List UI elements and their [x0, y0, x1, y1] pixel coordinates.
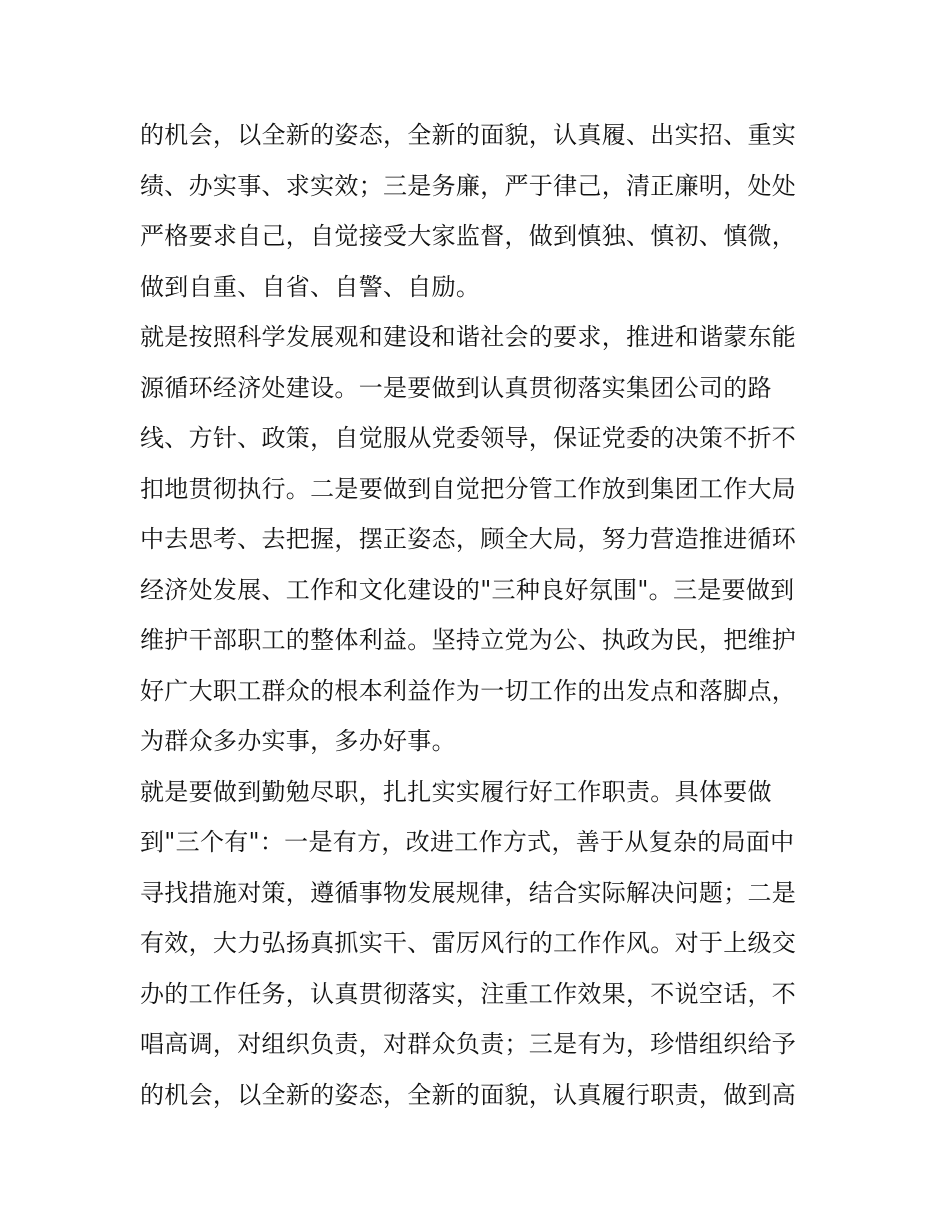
text-line-1: 的机会，以全新的姿态，全新的面貌，认真履、出实招、重实	[140, 121, 797, 149]
text-line-9: 中去思考、去把握，摆正姿态，顾全大局，努力营造推进循环	[140, 525, 797, 553]
text-line-13: 为群众多办实事，多办好事。	[140, 727, 456, 755]
text-line-17: 有效，大力弘扬真抓实干、雷厉风行的工作作风。对于上级交	[140, 929, 797, 957]
text-line-10: 经济处发展、工作和文化建设的"三种良好氛围"。三是要做到	[140, 575, 795, 604]
text-line-14: 就是要做到勤勉尽职，扎扎实实履行好工作职责。具体要做	[140, 777, 772, 806]
text-line-2: 绩、办实事、求实效；三是务廉，严于律己，清正廉明，处处	[140, 171, 797, 200]
text-line-20: 的机会，以全新的姿态，全新的面貌，认真履行职责，做到高	[140, 1080, 797, 1109]
text-line-16: 寻找措施对策，遵循事物发展规律，结合实际解决问题；二是	[140, 878, 797, 907]
text-line-19: 唱高调，对组织负责，对群众负责；三是有为，珍惜组织给予	[140, 1030, 797, 1058]
text-line-12: 好广大职工群众的根本利益作为一切工作的出发点和落脚点，	[140, 676, 797, 705]
text-line-6: 源循环经济处建设。一是要做到认真贯彻落实集团公司的路	[140, 373, 772, 402]
text-line-11: 维护干部职工的整体利益。坚持立党为公、执政为民，把维护	[140, 626, 797, 654]
text-line-5: 就是按照科学发展观和建设和谐社会的要求，推进和谐蒙东能	[140, 323, 797, 351]
text-line-18: 办的工作任务，认真贯彻落实，注重工作效果，不说空话，不	[140, 979, 797, 1008]
text-line-4: 做到自重、自省、自警、自励。	[140, 272, 481, 301]
body-text	[140, 110, 830, 1120]
text-line-7: 线、方针、政策，自觉服从党委领导，保证党委的决策不折不	[140, 424, 797, 452]
text-line-15: 到"三个有"：一是有方，改进工作方式，善于从复杂的局面中	[140, 828, 795, 856]
text-line-3: 严格要求自己，自觉接受大家监督，做到慎独、慎初、慎微，	[140, 222, 797, 250]
text-line-8: 扣地贯彻执行。二是要做到自觉把分管工作放到集团工作大局	[140, 474, 797, 503]
